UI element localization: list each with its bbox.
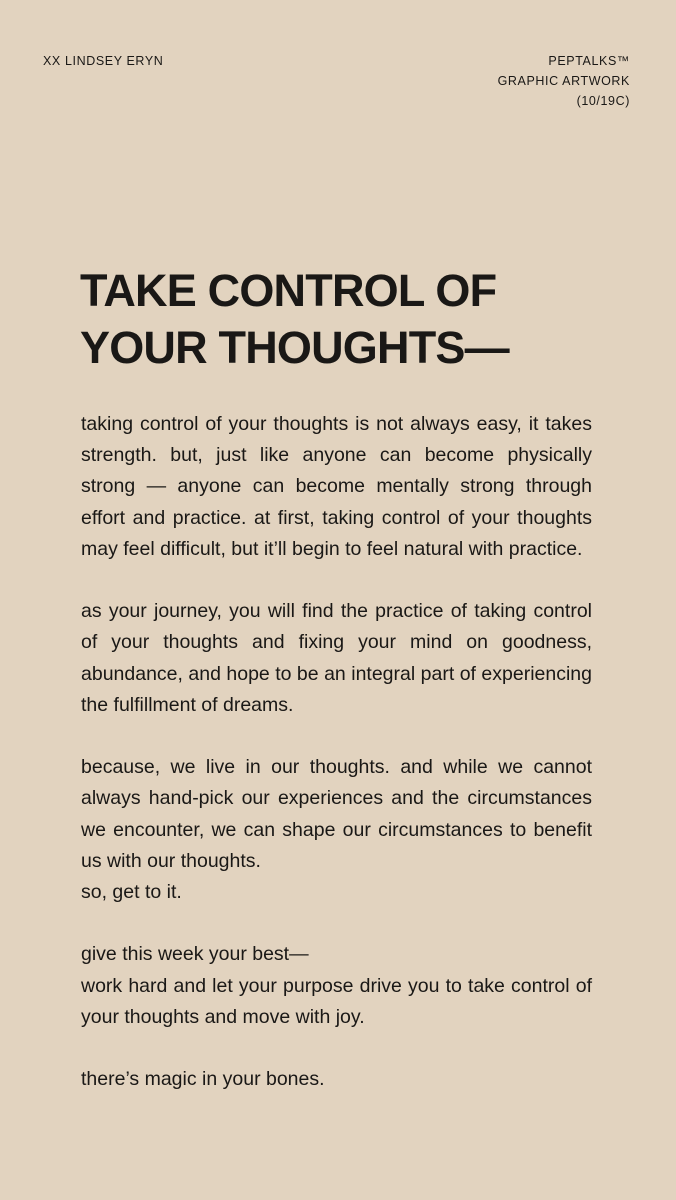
series-info [498, 55, 630, 111]
paragraph-2: as your journey, you will find the practice of taking control of your thoughts and fixing your mind on goodness, abundance, and hope to be an integral part of experiencing the fulfillment of dreams. [81, 600, 592, 716]
closing-line: there’s magic in your bones. [81, 1068, 325, 1091]
paragraph-4: work hard and let your purpose drive you to take control of your thoughts and move with joy. [81, 974, 592, 1028]
body-text [81, 409, 592, 1095]
author-credit: XX LINDSEY ERYN [43, 54, 164, 68]
paragraph-1: taking control of your thoughts is not always easy, it takes strength. but, just like anyone can become physically strong — anyone can become mentally strong through effort and practice. at first, taking control of your thoughts may feel difficult, but it’ll begin to feel natural with practice. [81, 413, 592, 560]
series-name: PEPTALKS™ [548, 54, 630, 68]
title-line-1: TAKE CONTROL OF [80, 265, 497, 316]
series-type: GRAPHIC ARTWORK [497, 74, 630, 88]
paragraph-3-closing: so, get to it. [81, 881, 182, 904]
title-line-2: YOUR THOUGHTS— [80, 322, 509, 373]
page-title [80, 262, 600, 376]
paragraph-3: because, we live in our thoughts. and while we cannot always hand-pick our experiences and the circumstances we encounter, we can shape our circumstances to benefit us with our thoughts. [81, 756, 592, 872]
series-number: (10/19C) [576, 94, 630, 108]
paragraph-4-lead: give this week your best— [81, 943, 309, 966]
